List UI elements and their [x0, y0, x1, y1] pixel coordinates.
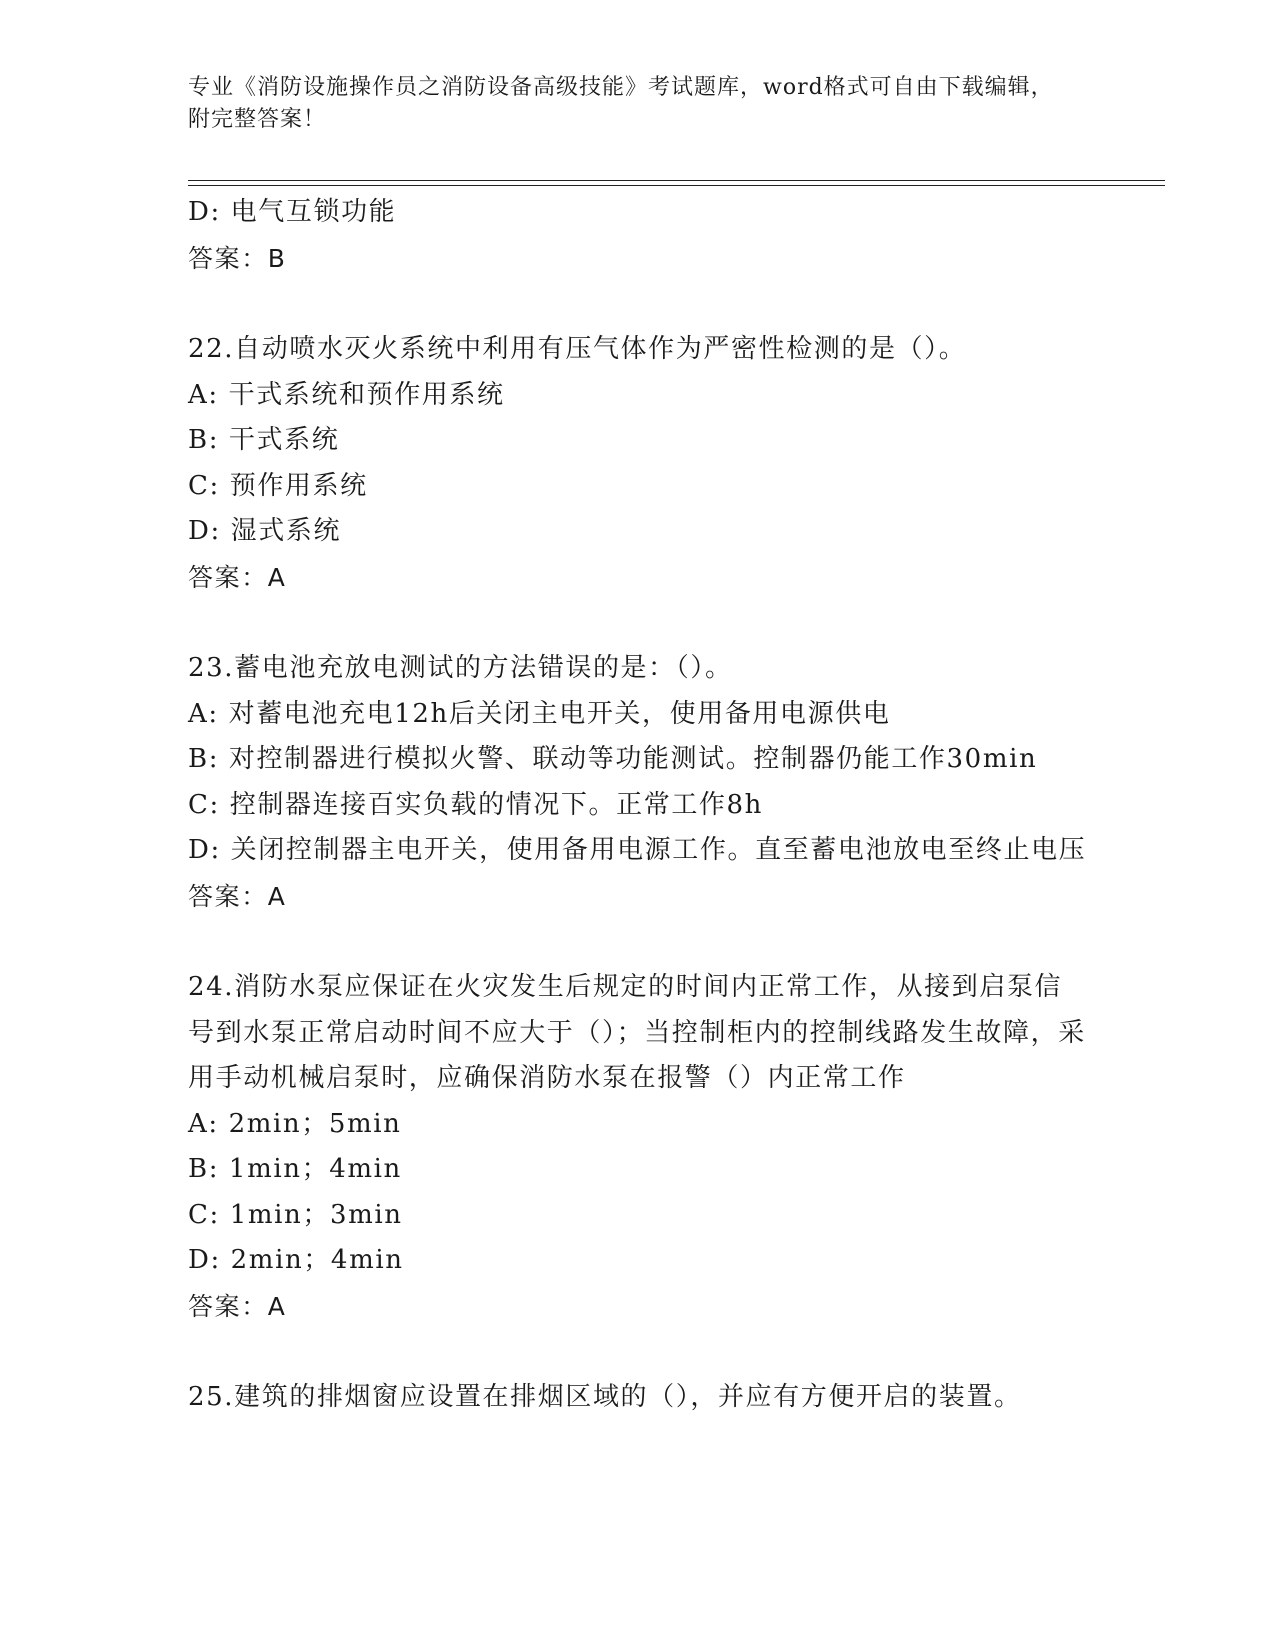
option-d: D: 电气互锁功能 — [188, 197, 397, 227]
answer-label: 答案：A — [188, 562, 287, 592]
option-c: C: 1min；3min — [188, 1199, 403, 1230]
question-text: 24.消防水泵应保证在火灾发生后规定的时间内正常工作，从接到启泵信号到水泵正常启动时间不应大于（）；当控制柜内的控制线路发生故障，采用手动机械启泵时，应确保消防水泵在报警（）内正常工作 — [188, 972, 1086, 1093]
question-block-21 — [188, 190, 1088, 281]
option-c: C: 控制器连接百实负载的情况下。正常工作8h — [188, 789, 764, 820]
answer-label: 答案：A — [188, 1291, 287, 1321]
question-block-24 — [188, 965, 1088, 1329]
header-text: 专业《消防设施操作员之消防设备高级技能》考试题库，word格式可自由下载编辑，附完整答案！ — [188, 75, 1054, 132]
header-divider — [188, 180, 1165, 186]
option-b: B: 对控制器进行模拟火警、联动等功能测试。控制器仍能工作30min — [188, 744, 1038, 774]
spacer — [188, 1329, 1088, 1375]
document-header — [188, 72, 1068, 136]
option-a: A: 2min；5min — [188, 1108, 402, 1139]
option-d: D: 2min；4min — [188, 1245, 404, 1275]
question-text: 25.建筑的排烟窗应设置在排烟区域的（），并应有方便开启的装置。 — [188, 1382, 1022, 1412]
question-block-23 — [188, 646, 1088, 919]
question-text: 22.自动喷水灭火系统中利用有压气体作为严密性检测的是（）。 — [188, 334, 967, 364]
spacer — [188, 281, 1088, 327]
question-list — [188, 190, 1088, 1421]
option-a: A: 干式系统和预作用系统 — [188, 379, 505, 410]
spacer — [188, 919, 1088, 965]
question-block-25 — [188, 1375, 1088, 1421]
option-d: D: 湿式系统 — [188, 516, 342, 546]
answer-label: 答案：B — [188, 243, 287, 273]
option-a: A: 对蓄电池充电12h后关闭主电开关，使用备用电源供电 — [188, 698, 891, 729]
question-block-22 — [188, 327, 1088, 600]
option-b: B: 1min；4min — [188, 1154, 402, 1184]
answer-label: 答案：A — [188, 881, 287, 911]
option-b: B: 干式系统 — [188, 425, 340, 455]
option-c: C: 预作用系统 — [188, 470, 368, 501]
spacer — [188, 600, 1088, 646]
option-d: D: 关闭控制器主电开关，使用备用电源工作。直至蓄电池放电至终止电压 — [188, 835, 1087, 865]
question-text: 23.蓄电池充放电测试的方法错误的是：（）。 — [188, 653, 733, 683]
